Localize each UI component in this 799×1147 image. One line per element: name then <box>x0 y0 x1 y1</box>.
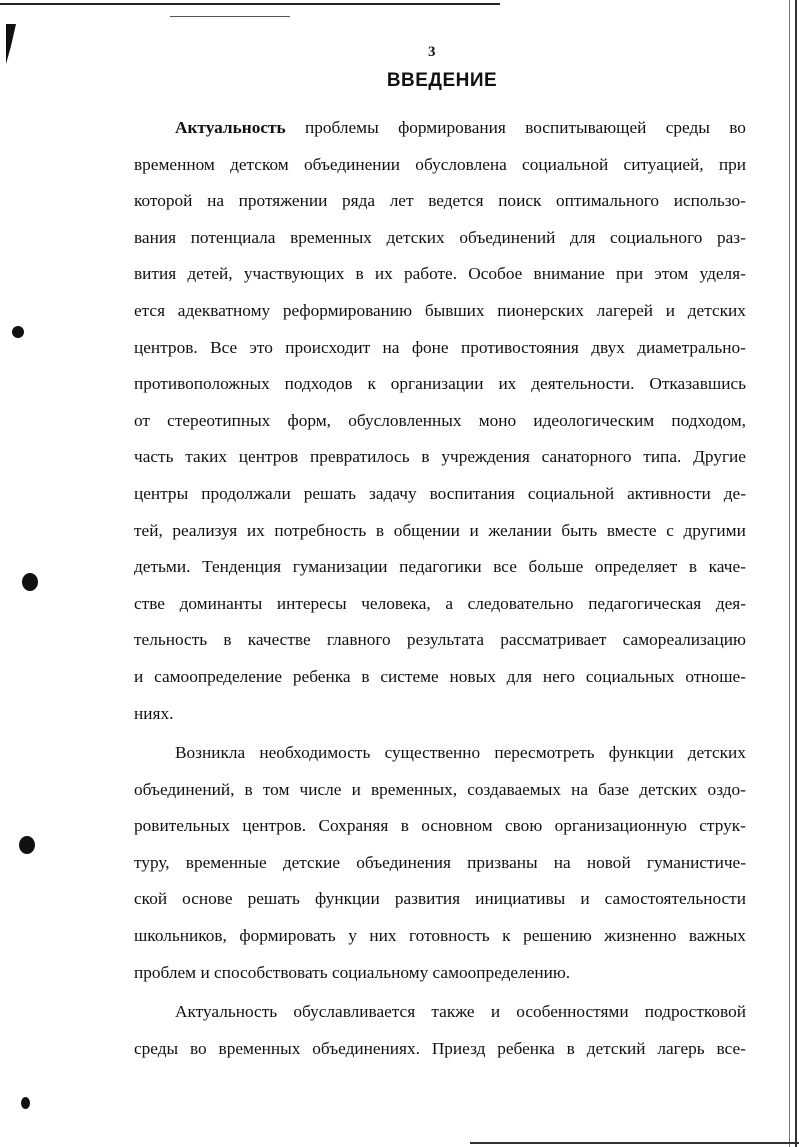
text-line <box>134 881 746 918</box>
word: ниях. <box>134 703 174 723</box>
word: интересы <box>276 593 347 613</box>
word: временных <box>218 1038 301 1058</box>
word: решению <box>523 926 592 946</box>
word: противоположных <box>134 374 270 394</box>
word: школьников, <box>134 926 227 946</box>
word: объединении <box>303 154 401 174</box>
word: подростковой <box>644 1002 746 1022</box>
word: оптимального <box>556 191 660 211</box>
text-line <box>134 403 746 440</box>
scan-edge-bottom <box>470 1142 799 1144</box>
word: центры <box>134 483 189 503</box>
word: Другие <box>693 447 746 467</box>
word: реализуя <box>172 520 238 540</box>
word: от <box>134 410 150 430</box>
word: самореализацию <box>622 630 746 650</box>
word: использо- <box>673 191 746 211</box>
word: гуманистиче- <box>646 852 746 872</box>
text-line <box>134 293 746 330</box>
word: противостояния <box>460 337 579 357</box>
word: ряда <box>341 191 376 211</box>
word: и <box>134 666 144 686</box>
word: Все <box>210 337 238 357</box>
word: подходов <box>284 374 353 394</box>
word: подходом, <box>671 410 746 430</box>
word: санаторного <box>541 447 632 467</box>
word: проблем <box>134 962 201 982</box>
word: самостоятельности <box>604 889 746 909</box>
punch-hole-mark <box>21 1097 30 1109</box>
word: них <box>369 926 397 946</box>
word: детских <box>687 743 746 763</box>
word: лет <box>389 191 414 211</box>
word: происходит <box>285 337 371 357</box>
word: Актуальность <box>175 1002 278 1022</box>
word: следовательно <box>467 593 574 613</box>
word: основном <box>421 816 493 836</box>
word: вития <box>134 264 177 284</box>
text-line <box>134 366 746 403</box>
word: ской <box>134 889 168 909</box>
word: детей, <box>187 264 233 284</box>
word: детских <box>639 779 698 799</box>
paragraph <box>134 735 746 991</box>
word: социальных <box>585 666 675 686</box>
word: детьми. <box>134 557 191 577</box>
word: активности <box>627 483 711 503</box>
word: и <box>490 1002 501 1022</box>
word: струк- <box>699 816 746 836</box>
word: социальному <box>331 962 433 982</box>
word: которой <box>134 191 193 211</box>
word: протяжении <box>238 191 328 211</box>
word: оздо- <box>707 779 746 799</box>
word: в <box>223 630 232 650</box>
word: при <box>616 264 644 284</box>
word: рассматривает <box>500 630 607 650</box>
word: функции <box>608 743 674 763</box>
word: вания <box>134 227 177 247</box>
word: объединения <box>356 852 451 872</box>
word: вместе <box>606 520 657 540</box>
word: часть <box>134 447 174 467</box>
text-line <box>134 1031 746 1068</box>
word: детские <box>282 852 341 872</box>
word: педагогики <box>399 557 482 577</box>
word: в <box>244 779 253 799</box>
word: способствовать <box>214 962 332 982</box>
word: их <box>246 520 265 540</box>
word: развития <box>394 889 461 909</box>
word: на <box>207 191 224 211</box>
text-line <box>134 586 746 623</box>
word: в <box>400 816 409 836</box>
body-text <box>134 110 746 1067</box>
word: социальной <box>522 154 609 174</box>
section-heading: ВВЕДЕНИЕ <box>386 70 498 91</box>
word: в <box>566 1038 575 1058</box>
text-line <box>134 955 746 992</box>
word: социальной <box>527 483 615 503</box>
word: особенностями <box>516 1002 629 1022</box>
word: задачу <box>369 483 417 503</box>
word: основе <box>182 889 233 909</box>
word: Приезд <box>431 1038 486 1058</box>
word: свою <box>504 816 543 836</box>
word: потенциала <box>190 227 276 247</box>
word: воспитывающей <box>525 118 647 137</box>
word: поиск <box>498 191 542 211</box>
word: ребенка <box>497 1038 555 1058</box>
word: Актуальность <box>175 118 286 137</box>
word: новых <box>449 666 496 686</box>
word: главного <box>326 630 391 650</box>
word: среды <box>665 118 710 137</box>
word: необходимость <box>259 743 371 763</box>
word: детских <box>386 227 445 247</box>
text-line <box>134 918 746 955</box>
word: де- <box>723 483 746 503</box>
word: ситуацией, <box>623 154 704 174</box>
word: адекватному <box>177 300 271 320</box>
word: существенно <box>384 743 481 763</box>
word: базе <box>598 779 630 799</box>
scan-edge-top <box>0 3 500 5</box>
word: решать <box>303 483 356 503</box>
word: фоне <box>411 337 449 357</box>
word: детских <box>687 300 746 320</box>
word: деятельности. <box>531 374 635 394</box>
word: временных, <box>370 779 458 799</box>
word: моно <box>478 410 517 430</box>
word: Тенденция <box>202 557 282 577</box>
word: объединений <box>459 227 556 247</box>
word: для <box>506 666 533 686</box>
word: новой <box>586 852 631 872</box>
word: стве <box>134 593 165 613</box>
word: диаметрально- <box>637 337 746 357</box>
page-number: 3 <box>428 44 436 60</box>
word: создаваемых <box>467 779 561 799</box>
word: реформированию <box>282 300 413 320</box>
text-line <box>134 256 746 293</box>
punch-hole-mark <box>12 326 24 338</box>
word: раз- <box>717 227 746 247</box>
word: Сохраняя <box>318 816 389 836</box>
word: системе <box>380 666 439 686</box>
word: организации <box>390 374 484 394</box>
word: проблемы <box>305 118 379 137</box>
word: него <box>542 666 576 686</box>
word: лагерь <box>657 1038 705 1058</box>
word: в <box>375 520 385 540</box>
word: все- <box>716 1038 746 1058</box>
word: и <box>665 300 676 320</box>
word: ребенка <box>292 666 351 686</box>
word: временных <box>290 227 372 247</box>
paragraph <box>134 110 746 732</box>
word: потребность <box>274 520 367 540</box>
word: на <box>553 852 571 872</box>
word: гуманизации <box>292 557 388 577</box>
word: тей, <box>134 520 163 540</box>
text-line <box>134 147 746 184</box>
text-line <box>134 476 746 513</box>
word: тельность <box>134 630 208 650</box>
word: для <box>570 227 596 247</box>
word: при <box>718 154 746 174</box>
word: и <box>351 779 361 799</box>
word: и <box>200 962 215 982</box>
word: организационную <box>554 816 687 836</box>
word: все <box>493 557 517 577</box>
text-line <box>134 330 746 367</box>
word: формировать <box>239 926 336 946</box>
paragraph <box>134 994 746 1067</box>
text-line <box>134 994 746 1031</box>
scan-edge-top-inner <box>170 16 290 17</box>
word: быть <box>561 520 598 540</box>
word: этом <box>654 264 689 284</box>
word: внимание <box>533 264 605 284</box>
word: на <box>571 779 589 799</box>
word: их <box>498 374 517 394</box>
word: обусловленных <box>348 410 462 430</box>
word: другими <box>683 520 746 540</box>
word: качестве <box>247 630 311 650</box>
word: детский <box>586 1038 646 1058</box>
word: объединениях. <box>312 1038 420 1058</box>
word: среды <box>134 1038 179 1058</box>
word: каче- <box>708 557 746 577</box>
word: желании <box>488 520 552 540</box>
word: отноше- <box>685 666 746 686</box>
word: их <box>374 264 393 284</box>
word: готовность <box>409 926 490 946</box>
scan-corner-mark <box>6 24 16 64</box>
text-line <box>134 772 746 809</box>
word: во <box>729 118 746 137</box>
word: в <box>361 666 370 686</box>
text-line <box>134 513 746 550</box>
word: туру, <box>134 852 170 872</box>
word: функции <box>314 889 380 909</box>
word: форм, <box>287 410 331 430</box>
word: двух <box>591 337 625 357</box>
word: Возникла <box>175 743 246 763</box>
word: результата <box>406 630 485 650</box>
word: решать <box>247 889 300 909</box>
text-line <box>134 110 746 147</box>
word: продолжали <box>201 483 291 503</box>
word: во <box>190 1038 207 1058</box>
text-line <box>134 808 746 845</box>
word: работе. <box>403 264 458 284</box>
word: Особое <box>468 264 523 284</box>
text-line <box>134 659 746 696</box>
text-line <box>134 845 746 882</box>
text-line <box>134 622 746 659</box>
word: больше <box>528 557 584 577</box>
word: временные <box>185 852 267 872</box>
text-line <box>134 735 746 772</box>
word: человека, <box>361 593 431 613</box>
word: превратилось <box>309 447 410 467</box>
word: воспитания <box>429 483 515 503</box>
word: объединений, <box>134 779 235 799</box>
word: пионерских <box>497 300 584 320</box>
scan-edge-right-inner <box>789 0 790 1147</box>
word: общении <box>393 520 460 540</box>
text-line <box>134 696 746 733</box>
word: центров <box>238 447 299 467</box>
word: также <box>431 1002 475 1022</box>
word: детском <box>230 154 289 174</box>
word: обуславливается <box>293 1002 416 1022</box>
word: ведется <box>428 191 484 211</box>
text-line <box>134 220 746 257</box>
word: на <box>382 337 400 357</box>
word: к <box>502 926 511 946</box>
text-line <box>134 183 746 220</box>
text-line <box>134 549 746 586</box>
word: участвующих <box>243 264 345 284</box>
word: а <box>445 593 453 613</box>
word: уделя- <box>699 264 746 284</box>
word: жизненно <box>604 926 677 946</box>
word: у <box>348 926 357 946</box>
word: социального <box>610 227 703 247</box>
word: числе <box>299 779 342 799</box>
word: в <box>421 447 430 467</box>
word: самоопределению. <box>432 962 571 982</box>
word: Отказавшись <box>649 374 746 394</box>
word: ровительных <box>134 816 230 836</box>
text-line <box>134 439 746 476</box>
word: в <box>688 557 697 577</box>
word: стереотипных <box>167 410 271 430</box>
word: центров. <box>242 816 307 836</box>
word: том <box>262 779 290 799</box>
word: обусловлена <box>415 154 507 174</box>
word: лагерей <box>596 300 654 320</box>
word: это <box>249 337 273 357</box>
punch-hole-mark <box>19 836 35 854</box>
word: пересмотреть <box>494 743 595 763</box>
word: доминанты <box>179 593 263 613</box>
word: инициативы <box>475 889 566 909</box>
word: и <box>469 520 479 540</box>
word: временном <box>134 154 215 174</box>
word: центров. <box>134 337 198 357</box>
word: дея- <box>715 593 746 613</box>
word: в <box>355 264 364 284</box>
word: идеологическим <box>533 410 655 430</box>
word: педагогическая <box>588 593 702 613</box>
word: типа. <box>643 447 682 467</box>
word: важных <box>688 926 746 946</box>
word: формирования <box>398 118 506 137</box>
word: к <box>367 374 376 394</box>
word: с <box>666 520 674 540</box>
scan-edge-right <box>795 0 797 1147</box>
punch-hole-mark <box>22 573 38 591</box>
word: призваны <box>467 852 538 872</box>
word: и <box>580 889 590 909</box>
word: определяет <box>594 557 678 577</box>
word: ется <box>134 300 166 320</box>
word: таких <box>185 447 227 467</box>
word: самоопределение <box>154 666 283 686</box>
word: учреждения <box>441 447 530 467</box>
word: бывших <box>424 300 485 320</box>
